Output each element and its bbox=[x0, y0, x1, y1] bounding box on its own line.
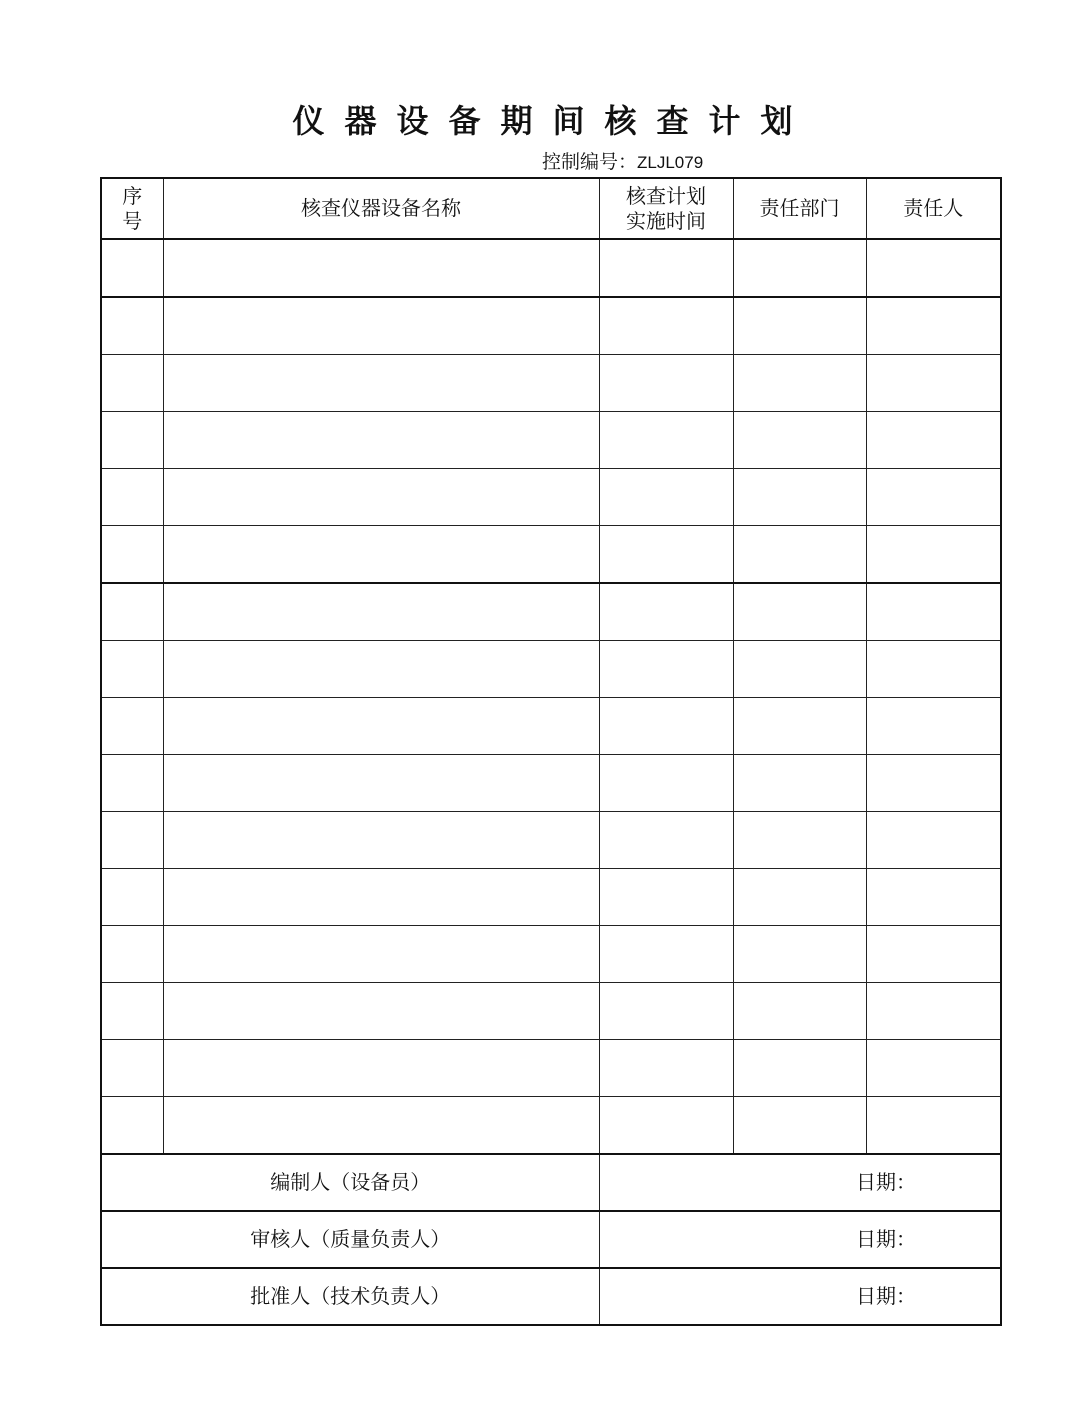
table-row bbox=[101, 526, 1001, 584]
cell-equipment-name[interactable] bbox=[163, 1040, 599, 1097]
cell-department[interactable] bbox=[733, 526, 866, 584]
cell-person[interactable] bbox=[866, 983, 1001, 1040]
cell-department[interactable] bbox=[733, 412, 866, 469]
cell-department[interactable] bbox=[733, 1097, 866, 1155]
cell-person[interactable] bbox=[866, 469, 1001, 526]
table-row bbox=[101, 983, 1001, 1040]
header-plan-time-line2: 实施时间 bbox=[626, 208, 706, 233]
cell-department[interactable] bbox=[733, 297, 866, 355]
cell-person[interactable] bbox=[866, 412, 1001, 469]
cell-seq[interactable] bbox=[101, 583, 163, 641]
control-number-value: ZLJL079 bbox=[637, 153, 704, 172]
cell-seq[interactable] bbox=[101, 526, 163, 584]
table-row bbox=[101, 1040, 1001, 1097]
cell-department[interactable] bbox=[733, 983, 866, 1040]
cell-person[interactable] bbox=[866, 641, 1001, 698]
header-seq-line1: 序 bbox=[122, 183, 143, 208]
signature-label-reviewer: 审核人（质量负责人） bbox=[101, 1211, 599, 1268]
cell-department[interactable] bbox=[733, 355, 866, 412]
cell-seq[interactable] bbox=[101, 469, 163, 526]
cell-department[interactable] bbox=[733, 698, 866, 755]
header-person: 责任人 bbox=[866, 178, 1001, 239]
signature-row-approver bbox=[101, 1268, 1001, 1325]
cell-plan-time[interactable] bbox=[599, 297, 733, 355]
cell-seq[interactable] bbox=[101, 1040, 163, 1097]
table-row bbox=[101, 755, 1001, 812]
cell-plan-time[interactable] bbox=[599, 469, 733, 526]
document-title: 仪器设备期间核查计划 bbox=[292, 102, 813, 140]
cell-plan-time[interactable] bbox=[599, 926, 733, 983]
signature-date-approver[interactable]: 日期： bbox=[599, 1268, 1001, 1325]
signature-label-compiler: 编制人（设备员） bbox=[101, 1154, 599, 1211]
cell-equipment-name[interactable] bbox=[163, 583, 599, 641]
table-row bbox=[101, 583, 1001, 641]
cell-plan-time[interactable] bbox=[599, 355, 733, 412]
signature-label-approver: 批准人（技术负责人） bbox=[101, 1268, 599, 1325]
cell-seq[interactable] bbox=[101, 812, 163, 869]
cell-equipment-name[interactable] bbox=[163, 469, 599, 526]
cell-person[interactable] bbox=[866, 812, 1001, 869]
cell-equipment-name[interactable] bbox=[163, 698, 599, 755]
header-department: 责任部门 bbox=[733, 178, 866, 239]
cell-department[interactable] bbox=[733, 1040, 866, 1097]
cell-equipment-name[interactable] bbox=[163, 297, 599, 355]
signature-row-compiler bbox=[101, 1154, 1001, 1211]
cell-equipment-name[interactable] bbox=[163, 641, 599, 698]
cell-department[interactable] bbox=[733, 583, 866, 641]
header-plan-time bbox=[599, 178, 733, 239]
cell-plan-time[interactable] bbox=[599, 869, 733, 926]
cell-plan-time[interactable] bbox=[599, 755, 733, 812]
cell-seq[interactable] bbox=[101, 355, 163, 412]
signature-row-reviewer bbox=[101, 1211, 1001, 1268]
cell-plan-time[interactable] bbox=[599, 1097, 733, 1155]
cell-plan-time[interactable] bbox=[599, 641, 733, 698]
table-row bbox=[101, 698, 1001, 755]
cell-plan-time[interactable] bbox=[599, 698, 733, 755]
cell-seq[interactable] bbox=[101, 297, 163, 355]
cell-plan-time[interactable] bbox=[599, 812, 733, 869]
header-seq-line2: 号 bbox=[122, 208, 143, 233]
cell-equipment-name[interactable] bbox=[163, 869, 599, 926]
cell-department[interactable] bbox=[733, 926, 866, 983]
cell-person[interactable] bbox=[866, 297, 1001, 355]
cell-department[interactable] bbox=[733, 469, 866, 526]
cell-person[interactable] bbox=[866, 698, 1001, 755]
table-row bbox=[101, 297, 1001, 355]
cell-person[interactable] bbox=[866, 926, 1001, 983]
cell-department[interactable] bbox=[733, 755, 866, 812]
table-row bbox=[101, 869, 1001, 926]
cell-plan-time[interactable] bbox=[599, 583, 733, 641]
table-row bbox=[101, 355, 1001, 412]
cell-department[interactable] bbox=[733, 869, 866, 926]
cell-equipment-name[interactable] bbox=[163, 926, 599, 983]
table-header-row bbox=[101, 178, 1001, 239]
cell-seq[interactable] bbox=[101, 641, 163, 698]
cell-seq[interactable] bbox=[101, 755, 163, 812]
cell-seq[interactable] bbox=[101, 983, 163, 1040]
cell-equipment-name[interactable] bbox=[163, 355, 599, 412]
cell-seq[interactable] bbox=[101, 412, 163, 469]
table-row bbox=[101, 812, 1001, 869]
cell-equipment-name[interactable] bbox=[163, 412, 599, 469]
cell-plan-time[interactable] bbox=[599, 1040, 733, 1097]
cell-equipment-name[interactable] bbox=[163, 526, 599, 584]
cell-person[interactable] bbox=[866, 869, 1001, 926]
cell-seq[interactable] bbox=[101, 926, 163, 983]
cell-person[interactable] bbox=[866, 526, 1001, 584]
cell-equipment-name[interactable] bbox=[163, 239, 599, 297]
cell-plan-time[interactable] bbox=[599, 412, 733, 469]
header-equipment-name: 核查仪器设备名称 bbox=[163, 178, 599, 239]
cell-equipment-name[interactable] bbox=[163, 1097, 599, 1155]
cell-person[interactable] bbox=[866, 239, 1001, 297]
cell-seq[interactable] bbox=[101, 869, 163, 926]
header-seq bbox=[101, 178, 163, 239]
cell-person[interactable] bbox=[866, 583, 1001, 641]
cell-seq[interactable] bbox=[101, 1097, 163, 1155]
table-row bbox=[101, 1097, 1001, 1155]
cell-department[interactable] bbox=[733, 812, 866, 869]
table-body bbox=[101, 239, 1001, 1154]
control-number-label: 控制编号： bbox=[542, 151, 638, 173]
header-plan-time-line1: 核查计划 bbox=[626, 183, 706, 208]
cell-plan-time[interactable] bbox=[599, 526, 733, 584]
table-row bbox=[101, 469, 1001, 526]
cell-equipment-name[interactable] bbox=[163, 812, 599, 869]
cell-person[interactable] bbox=[866, 755, 1001, 812]
cell-person[interactable] bbox=[866, 1097, 1001, 1155]
signature-date-compiler[interactable]: 日期： bbox=[599, 1154, 1001, 1211]
cell-department[interactable] bbox=[733, 641, 866, 698]
cell-plan-time[interactable] bbox=[599, 239, 733, 297]
cell-seq[interactable] bbox=[101, 698, 163, 755]
table-row bbox=[101, 412, 1001, 469]
cell-department[interactable] bbox=[733, 239, 866, 297]
cell-equipment-name[interactable] bbox=[163, 983, 599, 1040]
inspection-plan-table bbox=[100, 177, 1002, 1326]
control-number bbox=[542, 150, 703, 175]
cell-plan-time[interactable] bbox=[599, 983, 733, 1040]
cell-person[interactable] bbox=[866, 1040, 1001, 1097]
cell-seq[interactable] bbox=[101, 239, 163, 297]
signature-date-reviewer[interactable]: 日期： bbox=[599, 1211, 1001, 1268]
cell-equipment-name[interactable] bbox=[163, 755, 599, 812]
table-row bbox=[101, 641, 1001, 698]
table-row bbox=[101, 926, 1001, 983]
signature-section bbox=[101, 1154, 1001, 1325]
cell-person[interactable] bbox=[866, 355, 1001, 412]
table-row bbox=[101, 239, 1001, 297]
